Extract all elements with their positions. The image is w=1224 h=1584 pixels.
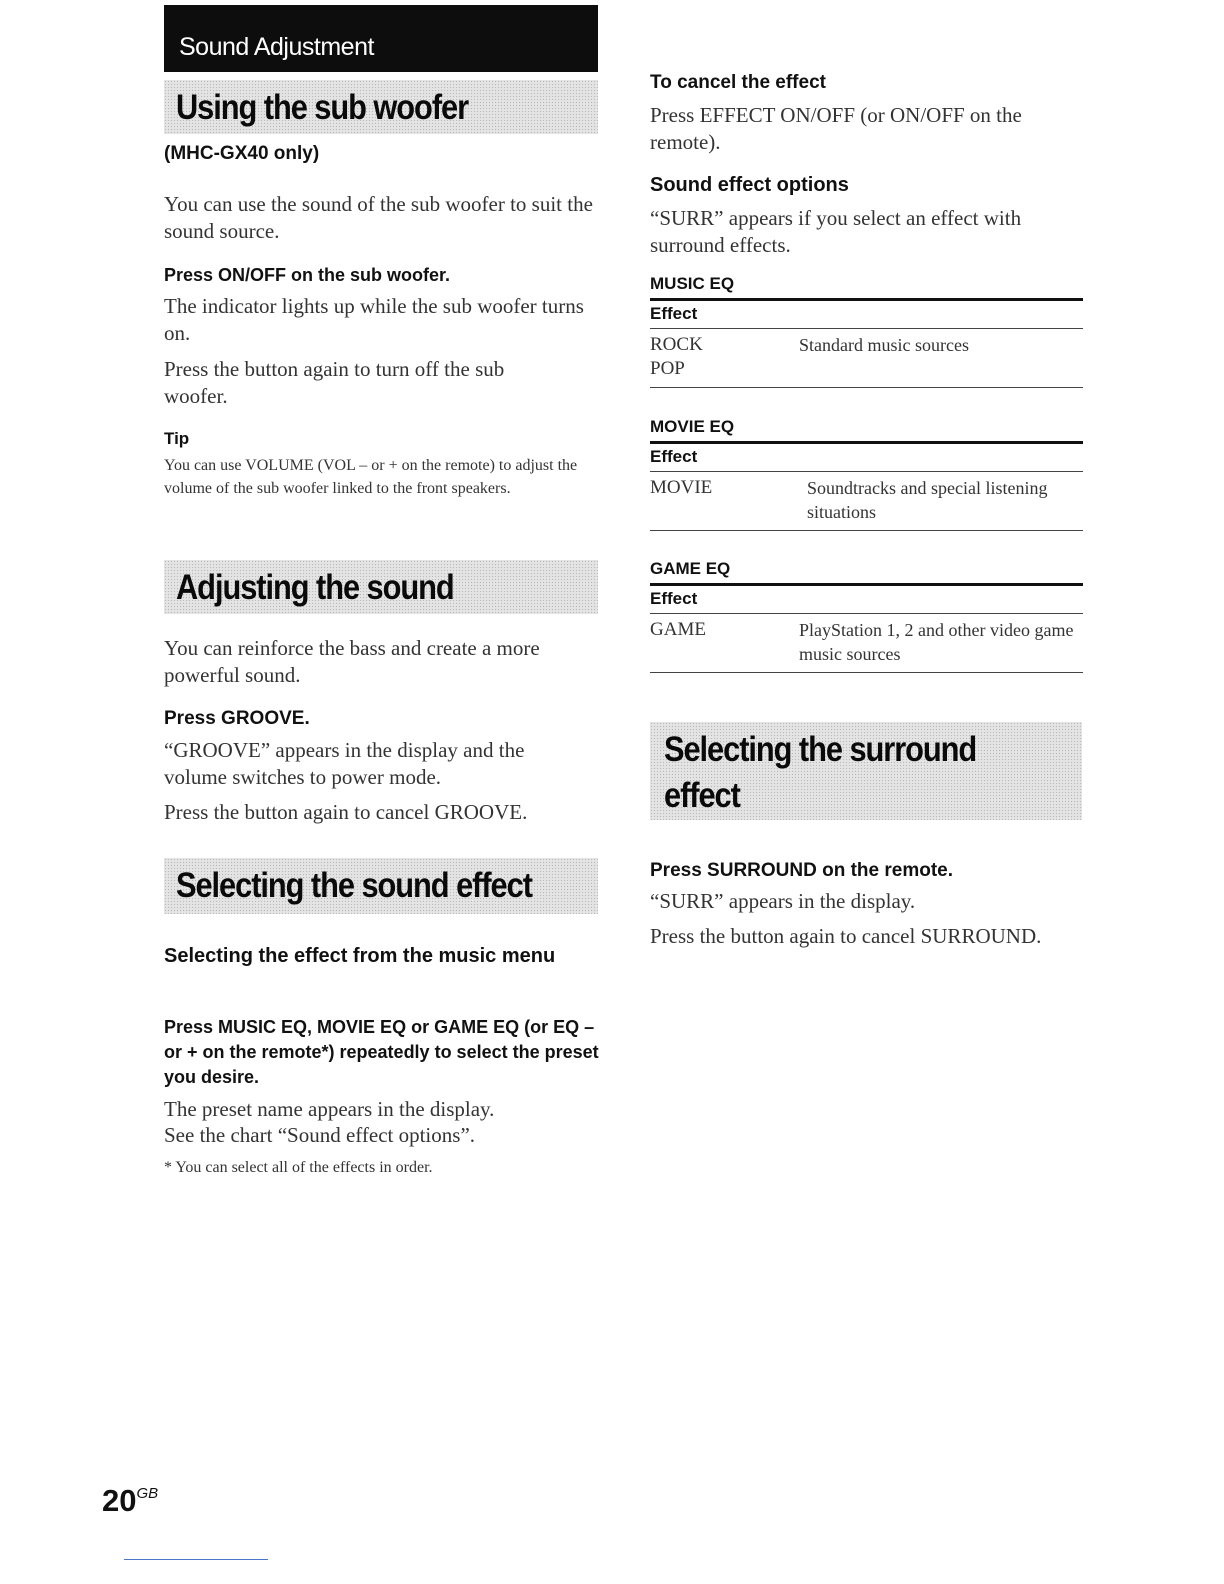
options-text: “SURR” appears if you select an effect with surround effects. xyxy=(650,206,1022,257)
options-heading: Sound effect options xyxy=(650,174,849,196)
adjusting-intro: You can reinforce the bass and create a more powerful sound. xyxy=(164,636,540,687)
surround-step-text-2: Press the button again to cancel SURROUND. xyxy=(650,924,1042,948)
effect-name: POP xyxy=(650,358,685,379)
sound-effect-step: Press MUSIC EQ, MOVIE EQ or GAME EQ (or EQ – or + on the remote*) repeatedly to select the preset you desire. xyxy=(164,1017,599,1087)
movie-eq-table xyxy=(650,417,1083,531)
effect-description: Standard music sources xyxy=(799,335,969,355)
sound-effect-step-text-2: See the chart “Sound effect options”. xyxy=(164,1123,476,1147)
surround-heading-line2: effect xyxy=(664,776,740,815)
sub-woofer-step-text-1: The indicator lights up while the sub woofer turns on. xyxy=(164,294,584,345)
effect-header: Effect xyxy=(650,589,698,608)
sub-woofer-intro: You can use the sound of the sub woofer to suit the sound source. xyxy=(164,192,593,243)
effect-description: PlayStation 1, 2 and other video game music sources xyxy=(799,620,1074,664)
effect-name: GAME xyxy=(650,619,706,640)
sound-effect-step-text-1: The preset name appears in the display. xyxy=(164,1097,495,1121)
table-rule xyxy=(650,441,1083,444)
table-row xyxy=(650,618,1083,672)
table-row xyxy=(650,333,1083,387)
page-number-suffix: GB xyxy=(136,1485,159,1502)
game-eq-table xyxy=(650,559,1083,673)
table-rule xyxy=(650,328,1083,329)
table-rule xyxy=(650,672,1083,673)
cancel-heading: To cancel the effect xyxy=(650,72,826,93)
sound-effect-heading: Selecting the sound effect xyxy=(176,866,532,905)
table-rule xyxy=(650,471,1083,472)
table-row xyxy=(650,476,1083,530)
adjusting-step: Press GROOVE. xyxy=(164,708,310,729)
tip-text: You can use VOLUME (VOL – or + on the remote) to adjust the volume of the sub woofer linked to the front speakers. xyxy=(164,457,578,497)
table-title: MOVIE EQ xyxy=(650,417,735,436)
surround-step-text-1: “SURR” appears in the display. xyxy=(650,889,916,913)
tip-label: Tip xyxy=(164,429,190,448)
surround-heading-band xyxy=(650,722,1082,820)
table-rule xyxy=(650,387,1083,388)
effect-header: Effect xyxy=(650,447,698,466)
adjusting-step-text-2: Press the button again to cancel GROOVE. xyxy=(164,800,528,824)
table-rule xyxy=(650,613,1083,614)
table-rule xyxy=(650,583,1083,586)
music-eq-table xyxy=(650,274,1083,388)
effect-name: MOVIE xyxy=(650,477,713,498)
section-title: Sound Adjustment xyxy=(179,33,374,61)
surround-heading-line1: Selecting the surround xyxy=(664,730,977,769)
effect-description: Soundtracks and special listening situations xyxy=(807,478,1048,522)
model-note: (MHC-GX40 only) xyxy=(164,143,320,164)
sub-woofer-heading-band xyxy=(164,80,598,134)
sound-effect-footnote: * You can select all of the effects in order. xyxy=(164,1159,433,1176)
effect-header: Effect xyxy=(650,304,698,323)
adjusting-heading-band xyxy=(164,560,598,614)
table-rule xyxy=(650,298,1083,301)
table-rule xyxy=(650,530,1083,531)
page-number-value: 20 xyxy=(102,1483,137,1518)
adjusting-heading: Adjusting the sound xyxy=(176,568,454,607)
adjusting-step-text-1: “GROOVE” appears in the display and the volume switches to power mode. xyxy=(164,738,525,789)
effect-name: ROCK xyxy=(650,334,703,355)
table-title: GAME EQ xyxy=(650,559,731,578)
page-number xyxy=(102,1483,158,1519)
sub-woofer-step: Press ON/OFF on the sub woofer. xyxy=(164,265,451,285)
sound-effect-subheading: Selecting the effect from the music menu xyxy=(164,945,556,967)
sub-woofer-heading: Using the sub woofer xyxy=(176,88,469,127)
table-title: MUSIC EQ xyxy=(650,274,735,293)
section-title-bar xyxy=(164,5,598,72)
sound-effect-heading-band xyxy=(164,858,598,914)
footer-rule xyxy=(124,1559,268,1560)
surround-step: Press SURROUND on the remote. xyxy=(650,860,954,881)
cancel-text: Press EFFECT ON/OFF (or ON/OFF on the remote). xyxy=(650,103,1022,154)
sub-woofer-step-text-2: Press the button again to turn off the sub woofer. xyxy=(164,357,505,408)
